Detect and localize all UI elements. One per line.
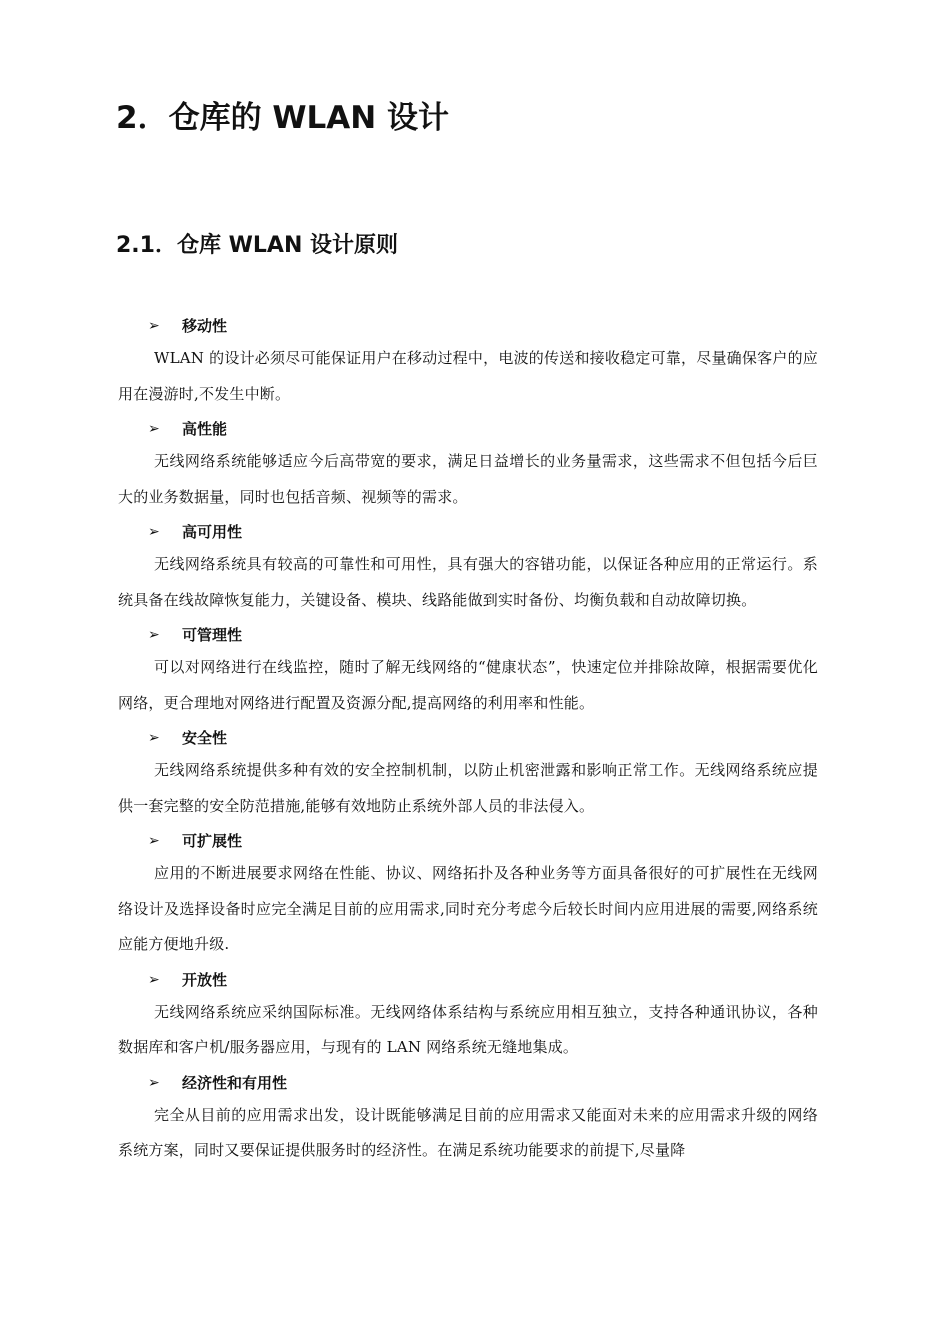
principle-text: 无线网络系统能够适应今后高带宽的要求，满足日益增长的业务量需求，这些需求不但包括今后巨大的业务数据量，同时也包括音频、视频等的需求。 <box>118 452 818 506</box>
principle-text: 无线网络系统提供多种有效的安全控制机制，以防止机密泄露和影响正常工作。无线网络系统应提供一套完整的安全防范措施,能够有效地防止系统外部人员的非法侵入。 <box>118 761 818 815</box>
principle-title: 高可用性 <box>182 523 243 541</box>
principle-title: 移动性 <box>182 317 228 335</box>
principle-heading <box>148 311 852 341</box>
principle-text: 可以对网络进行在线监控，随时了解无线网络的“健康状态”，快速定位并排除故障，根据需要优化网络，更合理地对网络进行配置及资源分配,提高网络的利用率和性能。 <box>118 658 818 712</box>
arrow-bullet-icon: ➢ <box>148 421 160 437</box>
principle-heading <box>148 826 852 856</box>
section-heading: 2.1．仓库 WLAN 设计原则 <box>116 233 399 258</box>
principle-title: 安全性 <box>182 729 228 747</box>
principle-heading <box>148 517 852 547</box>
principle-heading <box>148 414 852 444</box>
chapter-heading: 2．仓库的 WLAN 设计 <box>116 100 450 136</box>
arrow-bullet-icon: ➢ <box>148 318 160 334</box>
principle-title: 可扩展性 <box>182 832 243 850</box>
principle-title: 可管理性 <box>182 626 243 644</box>
principle-title: 经济性和有用性 <box>182 1073 288 1092</box>
arrow-bullet-icon: ➢ <box>148 971 160 988</box>
arrow-bullet-icon: ➢ <box>148 1074 160 1091</box>
principle-text: WLAN 的设计必须尽可能保证用户在移动过程中，电波的传送和接收稳定可靠，尽量确保客户的应用在漫游时,不发生中断。 <box>118 349 818 403</box>
principle-title: 开放性 <box>182 970 228 989</box>
principle-heading <box>148 1068 852 1098</box>
principles-list <box>118 311 852 1169</box>
principle-text: 无线网络系统应采纳国际标准。无线网络体系结构与系统应用相互独立，支持各种通讯协议，各种数据库和客户机/服务器应用，与现有的 LAN 网络系统无缝地集成。 <box>118 1002 818 1056</box>
principle-heading <box>148 620 852 650</box>
principle-text: 无线网络系统具有较高的可靠性和可用性，具有强大的容错功能，以保证各种应用的正常运行。系统具备在线故障恢复能力，关键设备、模块、线路能做到实时备份、均衡负载和自动故障切换。 <box>118 555 818 609</box>
principle-heading <box>148 723 852 753</box>
principle-text: 完全从目前的应用需求出发，设计既能够满足目前的应用需求又能面对未来的应用需求升级的网络系统方案，同时又要保证提供服务时的经济性。在满足系统功能要求的前提下,尽量降 <box>118 1105 818 1159</box>
principle-heading <box>148 965 852 995</box>
principle-text: 应用的不断进展要求网络在性能、协议、网络拓扑及各种业务等方面具备很好的可扩展性在无线网络设计及选择设备时应完全满足目前的应用需求,同时充分考虑今后较长时间内应用进展的需要,网络系统应能方便地升级. <box>118 864 818 953</box>
arrow-bullet-icon: ➢ <box>148 524 160 540</box>
arrow-bullet-icon: ➢ <box>148 627 160 643</box>
principle-title: 高性能 <box>182 420 228 438</box>
arrow-bullet-icon: ➢ <box>148 833 160 849</box>
arrow-bullet-icon: ➢ <box>148 730 160 746</box>
